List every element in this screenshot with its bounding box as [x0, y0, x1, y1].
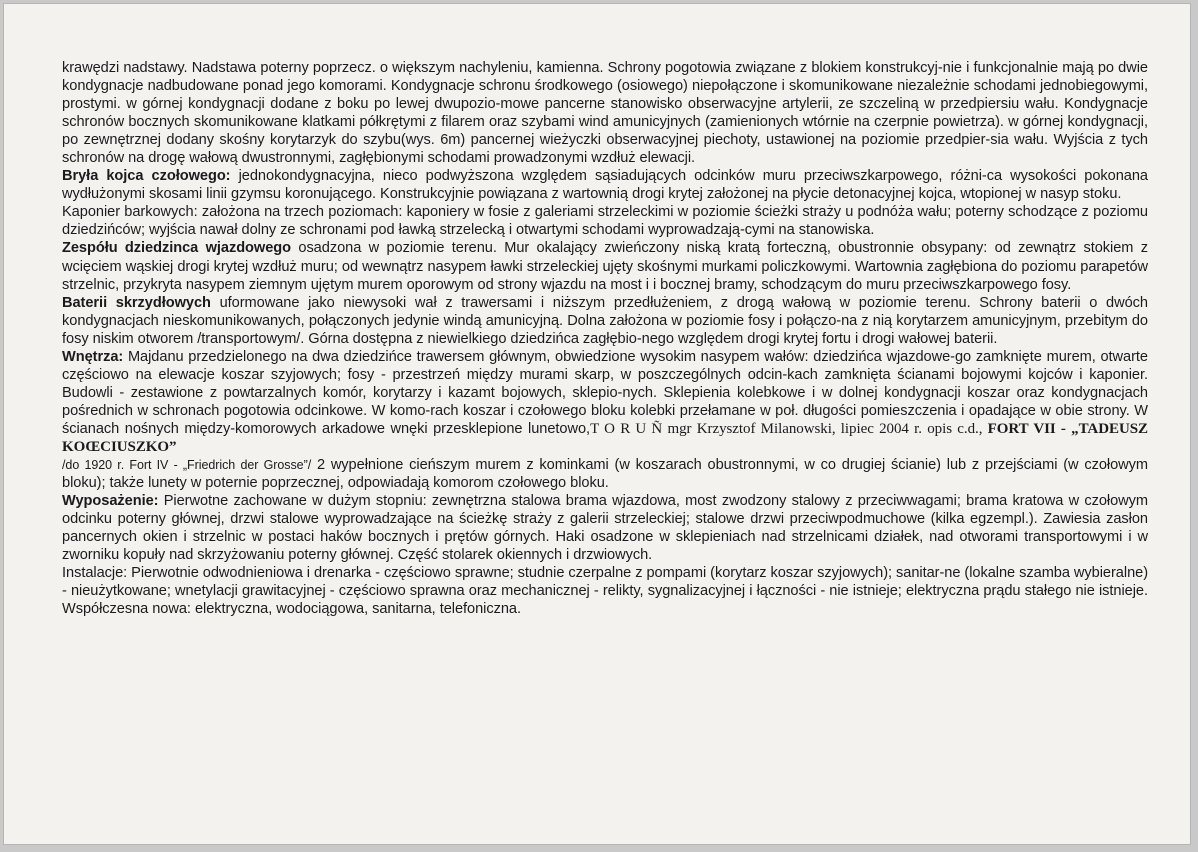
section-heading: Wnętrza: — [62, 348, 124, 365]
paragraph-wnetrza — [62, 348, 1148, 456]
section-heading: Wyposażenie: — [62, 493, 159, 510]
paragraph-kaponier — [62, 203, 1148, 239]
paragraph-bryla-kojca — [62, 167, 1148, 203]
paragraph-text: jednokondygnacyjna, nieco podwyższona względem sąsiadujących odcinków muru przeciwszkarpowego, różni-ca wysokości pokonana wydłużonymi skosami linii gzymsu koronującego. Konstrukcyjnie powiązana z wartownią drogi krytej założonej na płycie detonacyjnej kojca, wtopionej w nasyp stoku. — [62, 168, 1148, 203]
document-body — [62, 59, 1148, 618]
fort-former-name: /do 1920 r. Fort IV - „Friedrich der Grosse”/ — [62, 458, 312, 473]
paragraph-text: osadzona w poziomie terenu. Mur okalający zwieńczony niską kratą forteczną, obustronnie obsypany: od zewnątrz stokiem z wcięciem wąskiej drogi krytej wzdłuż muru; od wewnątrz nasypem ławki strzeleckiej ujęty skośnymi murkami policzkowymi. Wartownia zagłębiona do poziomu parapetów strzelnic, przykryta nasypem ziemnym ujętym murem oporowym od strony wjazdu na most i i bocznej bramy, schodzącym do muru przeciwszkarpowego fosy. — [62, 240, 1148, 293]
paragraph-instalacje — [62, 564, 1148, 618]
fort-title: FORT VII - „TADEUSZ KOŒCIUSZKO” — [62, 420, 1148, 455]
paragraph-wyposazenie — [62, 492, 1148, 564]
section-heading: Baterii skrzydłowych — [62, 294, 211, 311]
paragraph-text: Pierwotne zachowane w dużym stopniu: zewnętrzna stalowa brama wjazdowa, most zwodzony stalowy z przeciwwagami; brama kratowa w czołowym odcinku poterny głównej, drzwi stalowe wyprowadzające na ścieżkę straży z galerii strzeleckiej; stalowe drzwi przeciwpodmuchowe (kilka egzempl.). Zawiesia zasłon pancernych okien i strzelnic w postaci haków bocznych i prętów górnych. Haki osadzone w sklepieniach nad strzelnicami działek, nad otworami transportowymi i w zworniku kopuły nad skrzyżowaniu poterny głównej. Część stolarek okiennych i drzwiowych. — [62, 493, 1148, 564]
paragraph-text: Majdanu przedzielonego na dwa dziedzińce trawersem głównym, obwiedzione wysokim nasypem wałów: dziedzińca wjazdowe-go zamknięte murem, otwarte częściowo na elewacje koszar szyjowych; fosy - przestrzeń między murami skarp, w poszczególnych odcin-kach zamknięta ścianami bojowymi kojców i kaponier. Budowli - zestawione z powtarzalnych komór, korytarzy i kazamt bojowych, sklepio-nych. Sklepienia kolebkowe i w dolnej kondygnacji koszar oraz kondygnacjach pośrednich w schronach pogotowia odcinkowe. W komo-rach koszar i czołowego bloku kolebki przełamane w poł. długości pomieszczenia i opadające w obie strony. W ścianach nośnych między-komorowych arkadowe wnęki przesklepione lunetowo, — [62, 348, 1148, 437]
paragraph-text: uformowane jako niewysoki wał z trawersami i niższym przedłużeniem, z drogą wałową w poziomie terenu. Schrony baterii o dwóch kondygnacjach nieskomunikowanych, połączonych jedynie windą amunicyjną. Dolna założona w poziomie fosy i połączo-na z nią korytarzem amunicyjnym, przebitym do fosy niskim otworem /transportowym/. Górna dostępna z niewielkiego dziedzińca zagłębio-nego względem drogi krytej fortu i drogi wałowej baterii. — [62, 294, 1148, 347]
paragraph-text: Instalacje: Pierwotnie odwodnieniowa i drenarka - częściowo sprawne; studnie czerpalne z pompami (korytarz koszar szyjowych); sanitar-ne (lokalne szamba wybieralne) - nieużytkowane; wnetylacji grawitacyjnej - częściowo sprawna oraz mechanicznej - relikty, sygnalizacyjnej i łączności - nie istnieje; elektryczna prądu stałego nie istnieje. Współczesna nowa: elektryczna, wodociągowa, sanitarna, telefoniczna. — [62, 565, 1149, 618]
header-line: T O R U Ñ mgr Krzysztof Milanowski, lipiec 2004 r. opis c.d., — [590, 420, 988, 437]
section-heading: Bryła kojca czołowego: — [62, 168, 231, 185]
paragraph-continuation — [62, 456, 1148, 492]
section-heading: Zespółu dziedzinca wjazdowego — [62, 240, 292, 257]
paragraph-text: Kaponier barkowych: założona na trzech poziomach: kaponiery w fosie z galeriami strzeleckimi w poziomie ścieżki straży u podnóża wału; poterny schodzące z poziomu dziedzińców; wyjścia nawał dolny ze schronami pod ławką strzelecką i otwartymi schodami wyprowadzają-cymi na stanowiska. — [62, 204, 1148, 239]
document-page — [4, 4, 1190, 844]
paragraph-text: 2 wypełnione cieńszym murem z kominkami (w koszarach obustronnymi, w co drugiej ścianie) lub z przejściami (w czołowym bloku); także lunety w poternie poprzecznej, odpowiadają komorom czołowego bloku. — [62, 457, 1148, 492]
paragraph-zespol-dziedzinca — [62, 239, 1148, 293]
paragraph-schrony — [62, 59, 1148, 167]
paragraph-text: krawędzi nadstawy. Nadstawa poterny poprzecz. o większym nachyleniu, kamienna. Schrony pogotowia związane z blokiem konstrukcyj-nie i funkcjonalnie mają po dwie kondygnacje nadbudowane ponad jego komorami. Kondygnacje schronu środkowego (osiowego) niepołączone i skomunikowane niezależnie schodami jednobiegowymi, prostymi. w górnej kondygnacji dodane z boku po lewej dwupozio-mowe pancerne stanowisko obserwacyjne artylerii, ze szczeliną w przedpiersiu wału. Kondygnacje schronów bocznych skomunikowane klatkami półkrętymi z filarem oraz szybami wind amunicyjnych (zamienionych wtórnie na czerpnie powietrza). w górnej kondygnacji, po zewnętrznej dodany skośny korytarzyk do szybu(wys. 6m) pancernej wieżyczki obserwacyjnej piechoty, ustawionej na poziomie przedpier-sia wału. Wyjścia z tych schronów na drogę wałową dwustronnymi, zagłębionymi schodami prowadzonymi wzdłuż elewacji. — [62, 60, 1148, 167]
paragraph-baterii — [62, 294, 1148, 348]
